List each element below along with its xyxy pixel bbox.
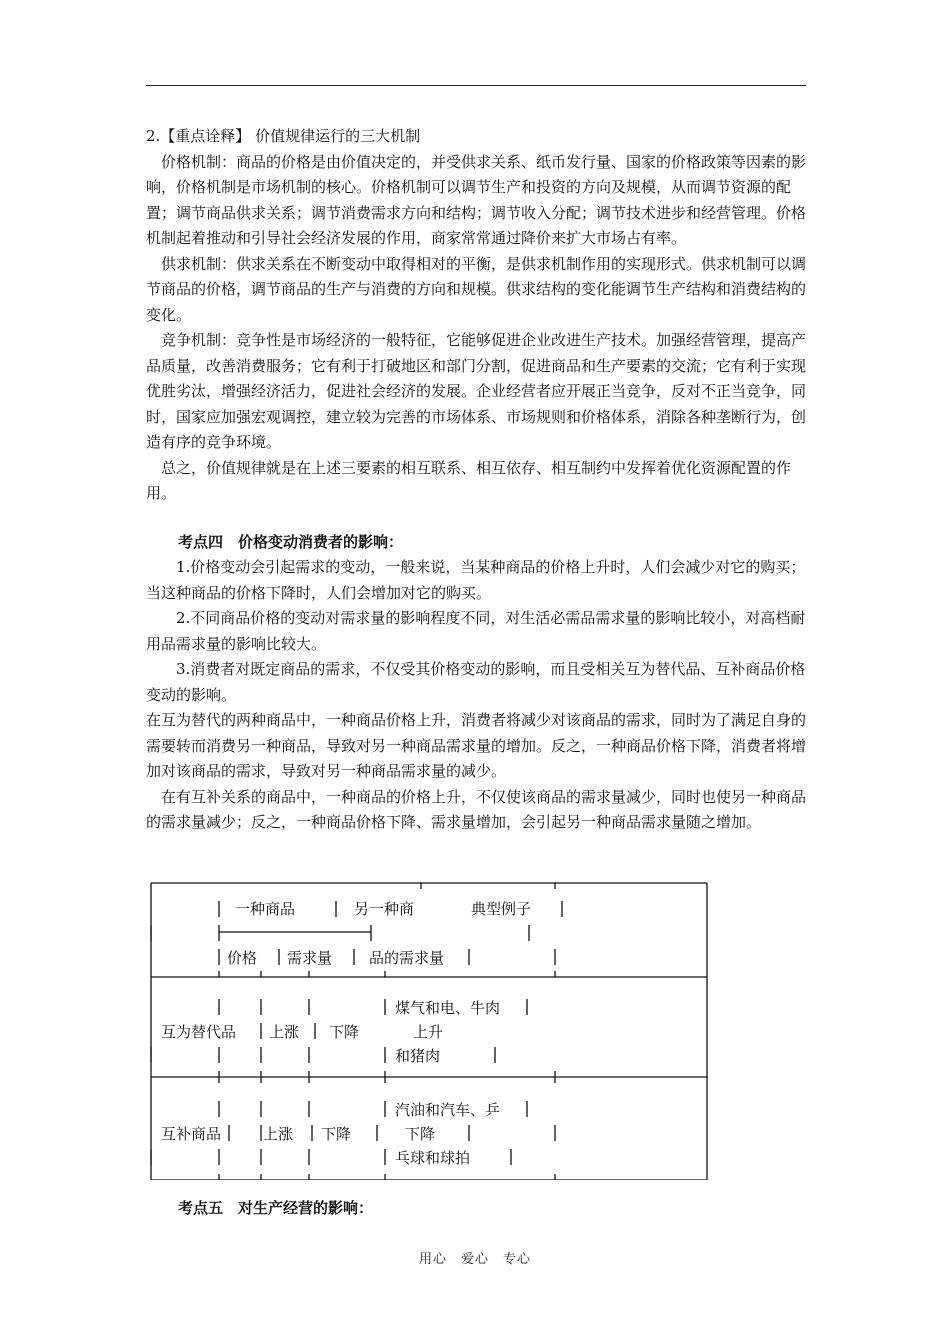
- price-demand-table: [149, 875, 709, 1180]
- substitute-paragraph: 在互为替代的两种商品中，一种商品价格上升，消费者将减少对该商品的需求，同时为了满足自身的需要转而消费另一种商品，导致对另一种商品需求量的增加。反之，一种商品价格下降，消费者将增加对该商品的需求，导致对另一种商品需求量的减少。: [146, 711, 807, 780]
- document-body: [146, 124, 810, 836]
- row2-type: 互补商品: [161, 1125, 222, 1143]
- row2-example-line1: 汽油和汽车、乒: [395, 1101, 501, 1119]
- row2-example-line2: 乓球和球拍: [395, 1149, 471, 1167]
- header-other-goods: 另一种商: [354, 900, 415, 918]
- row1-example-line1: 煤气和电、牛肉: [395, 999, 501, 1017]
- header-one-goods: 一种商品: [235, 900, 296, 918]
- competition-mechanism-paragraph: 竞争机制：竞争性是市场经济的一般特征，它能够促进企业改进生产技术。加强经营管理，提高产品质量，改善消费服务；它有利于打破地区和部门分割，促进商品和生产要素的交流；它有利于实现优胜劣汰，增强经济活力，促进社会经济的发展。企业经营者应开展正当竞争，反对不正当竞争，同时，国家应加强宏观调控，建立较为完善的市场体系、市场规则和价格体系，消除各种垄断行为，创造有序的竞争环境。: [146, 331, 807, 451]
- header-rule: [146, 85, 806, 86]
- header-other-demand: 品的需求量: [369, 949, 445, 967]
- row1-price: 上涨: [269, 1023, 300, 1041]
- page-footer: 用心 爱心 专心: [418, 1252, 531, 1267]
- summary-paragraph: 总之，价值规律就是在上述三要素的相互联系、相互依存、相互制约中发挥着优化资源配置的作用。: [146, 458, 792, 502]
- section4-point-1: 1.价格变动会引起需求的变动，一般来说，当某种商品的价格上升时，人们会减少对它的购买；当这种商品的价格下降时，人们会增加对它的购买。: [146, 558, 806, 602]
- section4-heading: 考点四 价格变动消费者的影响：: [178, 532, 404, 551]
- section-title: 2.【重点诠释】 价值规律运行的三大机制: [146, 127, 421, 145]
- header-price: 价格: [227, 949, 258, 967]
- price-mechanism-paragraph: 价格机制：商品的价格是由价值决定的，并受供求关系、纸币发行量、国家的价格政策等因素的影响，价格机制是市场机制的核心。价格机制可以调节生产和投资的方向及规模，从而调节资源的配置；调节商品供求关系；调节消费需求方向和结构；调节收入分配；调节技术进步和经营管理。价格机制起着推动和引导社会经济发展的作用，商家常常通过降价来扩大市场占有率。: [146, 152, 807, 247]
- row1-example-line2: 和猪肉: [395, 1047, 441, 1065]
- row1-other-demand: 上升: [413, 1023, 444, 1041]
- supply-demand-mechanism-paragraph: 供求机制：供求关系在不断变动中取得相对的平衡，是供求机制作用的实现形式。供求机制可以调节商品的价格，调节商品的生产与消费的方向和规模。供求结构的变化能调节生产结构和消费结构的变化。: [146, 254, 807, 324]
- section4-point-2: 2.不同商品价格的变动对需求量的影响程度不同，对生活必需品需求量的影响比较小，对高档耐用品需求量的影响比较大。: [146, 609, 806, 653]
- row1-demand: 下降: [329, 1023, 360, 1041]
- section5-heading: 考点五 对生产经营的影响：: [178, 1199, 374, 1217]
- row2-other-demand: 下降: [405, 1125, 436, 1143]
- row2-price: 上涨: [263, 1125, 294, 1143]
- header-examples: 典型例子: [471, 900, 532, 918]
- row2-demand: 下降: [321, 1125, 352, 1143]
- complement-paragraph: 在有互补关系的商品中，一种商品的价格上升，不仅使该商品的需求量减少，同时也使另一种商品的需求量减少；反之，一种商品价格下降、需求量增加，会引起另一种商品需求量随之增加。: [146, 787, 807, 831]
- row1-type: 互为替代品: [161, 1023, 237, 1041]
- header-demand: 需求量: [287, 949, 333, 967]
- section4-point-3: 3.消费者对既定商品的需求，不仅受其价格变动的影响，而且受相关互为替代品、互补商品价格变动的影响。: [146, 660, 806, 704]
